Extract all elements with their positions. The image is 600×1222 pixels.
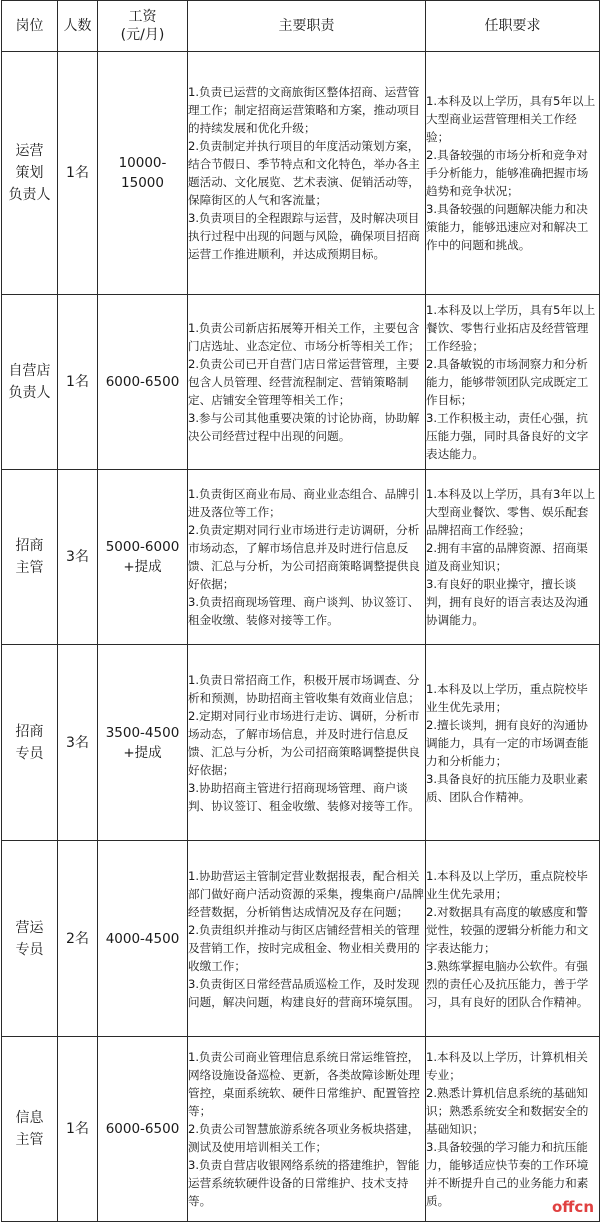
- requirement-item: 1.本科及以上学历，重点院校毕业生优先录用；: [426, 868, 588, 901]
- salary-line: 3500-4500: [105, 724, 180, 741]
- position-cell: [2, 52, 58, 295]
- requirement-item: 3.具备较强的学习能力和抗压能力，能够适应快节奏的工作环境并不断提升自己的业务能力和素质。: [426, 1140, 589, 1208]
- duties-cell: [188, 1037, 426, 1222]
- requirement-item: 1.本科及以上学历，重点院校毕业生优先录用；: [426, 681, 588, 714]
- requirement-item: 3.具备较强的问题解决能力和决策能力，能够迅速应对和解决工作中的问题和挑战。: [426, 202, 589, 252]
- duty-item: 2.定期对同行业市场进行走访、调研，分析市场动态，了解市场信息，并及时进行信息反馈、汇总与分析，为公司招商策略调整提供良好依据；: [188, 708, 420, 777]
- salary-line: 4000-4500: [105, 930, 180, 947]
- duty-item: 2.负责公司已开自营门店日常运营管理，主要包含人员管理、经营流程制定、营销策略制定、店铺安全管理等相关工作；: [188, 357, 420, 407]
- count-cell: 1名: [58, 52, 98, 295]
- requirements-cell: [426, 52, 600, 295]
- header-position: 岗位: [2, 1, 58, 52]
- position-cell: [2, 295, 58, 470]
- requirement-item: 1.本科及以上学历，计算机相关专业；: [426, 1050, 588, 1082]
- duty-item: 1.负责已运营的文商旅街区整体招商、运营管理工作；制定招商运营策略和方案，推动项目的持续发展和优化升级；: [188, 85, 420, 135]
- duty-item: 3.协助招商主管进行招商现场管理、商户谈判、协议签订、租金收缴、装修对接等工作。: [188, 780, 420, 813]
- salary-line: 10000-15000: [118, 155, 167, 191]
- duties-cell: [188, 645, 426, 841]
- requirement-item: 2.擅长谈判，拥有良好的沟通协调能力，具有一定的市场调查能力和分析能力；: [426, 717, 589, 768]
- table-row: [2, 645, 600, 841]
- requirement-item: 2.具备敏锐的市场洞察力和分析能力，能够带领团队完成既定工作目标；: [426, 357, 589, 407]
- salary-line: 6000-6500: [105, 1121, 180, 1137]
- position-line: 运营: [15, 143, 44, 159]
- salary-cell: [98, 52, 188, 295]
- duties-cell: [188, 841, 426, 1037]
- duty-item: 3.参与公司其他重要决策的讨论协商，协助解决公司经营过程中出现的问题。: [188, 411, 420, 443]
- salary-cell: [98, 295, 188, 470]
- count-cell: 3名: [58, 645, 98, 841]
- duty-item: 1.协助营运主管制定营业数据报表，配合相关部门做好商户活动资源的采集，搜集商户/品牌经营数据，分析销售达成情况及存在问题；: [188, 868, 424, 919]
- requirement-item: 3.工作积极主动，责任心强，抗压能力强，同时具备良好的文字表达能力。: [426, 411, 589, 461]
- count-cell: 2名: [58, 841, 98, 1037]
- position-cell: [2, 470, 58, 645]
- header-requirements: 任职要求: [426, 1, 600, 52]
- offcn-watermark: offcn: [551, 1198, 594, 1216]
- header-duties: 主要职责: [188, 1, 426, 52]
- count-cell: 1名: [58, 1037, 98, 1222]
- position-cell: [2, 645, 58, 841]
- requirement-item: 1.本科及以上学历，具有3年以上大型商业餐饮、零售、娱乐配套品牌招商工作经验；: [426, 487, 596, 537]
- table-row: [2, 470, 600, 645]
- table-row: [2, 295, 600, 470]
- salary-cell: [98, 1037, 188, 1222]
- requirement-item: 2.熟悉计算机信息系统的基础知识；熟悉系统安全和数据安全的基础知识；: [426, 1086, 589, 1136]
- duty-item: 3.负责自营店收银网络系统的搭建维护，智能运营系统软硬件设备的日常维护、技术支持等。: [188, 1158, 420, 1208]
- count-cell: 1名: [58, 295, 98, 470]
- duties-cell: [188, 52, 426, 295]
- requirement-item: 1.本科及以上学历，具有5年以上餐饮、零售行业拓店及经营管理工作经验；: [426, 303, 596, 353]
- position-line: 策划: [15, 165, 44, 181]
- table-row: [2, 841, 600, 1037]
- duty-item: 1.负责公司商业管理信息系统日常运维管控，网络设施设备巡检、更新，各类故障诊断处理管控，桌面系统软、硬件日常维护、配置管控等；: [188, 1050, 420, 1118]
- position-line: 自营店: [8, 363, 51, 379]
- requirements-cell: [426, 645, 600, 841]
- duty-item: 1.负责公司新店拓展筹开相关工作，主要包含门店选址、业态定位、市场分析等相关工作；: [188, 321, 420, 353]
- header-row: [2, 1, 600, 52]
- duty-item: 3.负责项目的全程跟踪与运营，及时解决项目执行过程中出现的问题与风险，确保项目招商运营工作推进顺利，并达成预期目标。: [188, 211, 420, 261]
- header-salary-line1: 工资: [128, 9, 157, 25]
- duties-cell: [188, 470, 426, 645]
- position-line: 信息: [15, 1110, 44, 1126]
- position-line: 招商: [15, 538, 44, 554]
- salary-line: +提成: [123, 744, 162, 761]
- requirement-item: 3.有良好的职业操守，擅长谈判，拥有良好的语言表达及沟通协调能力。: [426, 577, 589, 627]
- requirements-cell: [426, 470, 600, 645]
- position-line: 主管: [15, 1132, 44, 1148]
- position-line: 负责人: [8, 187, 51, 203]
- requirement-item: 3.熟练掌握电脑办公软件。有强烈的责任心及抗压能力，善于学习，具有良好的团队合作精神。: [426, 958, 589, 1009]
- requirements-cell: [426, 1037, 600, 1222]
- requirement-item: 2.具备较强的市场分析和竞争对手分析能力，能够准确把握市场趋势和竞争状况；: [426, 148, 589, 198]
- duties-cell: [188, 295, 426, 470]
- position-line: 负责人: [8, 385, 51, 401]
- requirements-cell: [426, 841, 600, 1037]
- salary-line: +提成: [123, 559, 162, 575]
- duty-item: 3.负责招商现场管理、商户谈判、协议签订、租金收缴、装修对接等工作。: [188, 595, 420, 627]
- duty-item: 2.负责定期对同行业市场进行走访调研，分析市场动态，了解市场信息并及时进行信息反馈、汇总与分析，为公司招商策略调整提供良好依据；: [188, 523, 420, 591]
- requirement-item: 2.对数据具有高度的敏感度和警觉性，较强的逻辑分析能力和文字表达能力；: [426, 904, 589, 955]
- requirement-item: 2.拥有丰富的品牌资源、招商渠道及商业知识；: [426, 541, 588, 573]
- position-line: 招商: [15, 723, 44, 740]
- header-salary-line2: (元/月): [120, 27, 165, 43]
- duty-item: 2.负责组织并推动与街区店铺经营相关的管理及营销工作，按时完成租金、物业相关费用的收缴工作；: [188, 922, 420, 973]
- salary-line: 5000-6000: [105, 539, 180, 555]
- duty-item: 2.负责制定并执行项目的年度活动策划方案，结合节假日、季节特点和文化特色，举办各主题活动、文化展览、艺术表演、促销活动等，保障街区的人气和客流量；: [188, 139, 420, 207]
- salary-cell: [98, 645, 188, 841]
- job-table-body: [2, 52, 600, 1222]
- position-line: 专员: [15, 745, 44, 762]
- requirement-item: 1.本科及以上学历，具有5年以上大型商业运营管理相关工作经验；: [426, 94, 596, 144]
- salary-line: 6000-6500: [105, 374, 180, 390]
- count-cell: 3名: [58, 470, 98, 645]
- duty-item: 3.负责街区日常经营品质巡检工作，及时发现问题，解决问题，构建良好的营商环境氛围。: [188, 976, 420, 1009]
- requirements-cell: [426, 295, 600, 470]
- header-salary: [98, 1, 188, 52]
- job-table: [1, 0, 600, 1222]
- duty-item: 1.负责街区商业布局、商业业态组合、品牌引进及落位等工作；: [188, 487, 420, 519]
- position-cell: [2, 841, 58, 1037]
- position-cell: [2, 1037, 58, 1222]
- position-line: 专员: [15, 941, 44, 958]
- position-line: 营运: [15, 919, 44, 936]
- duty-item: 2.负责公司智慧旅游系统各项业务板块搭建，测试及使用培训相关工作；: [188, 1122, 420, 1154]
- salary-cell: [98, 841, 188, 1037]
- table-row: [2, 52, 600, 295]
- header-count: 人数: [58, 1, 98, 52]
- table-row: [2, 1037, 600, 1222]
- requirement-item: 3.具备良好的抗压能力及职业素质、团队合作精神。: [426, 771, 588, 804]
- salary-cell: [98, 470, 188, 645]
- position-line: 主管: [15, 560, 44, 576]
- duty-item: 1.负责日常招商工作，积极开展市场调查、分析和预测，协助招商主管收集有效商业信息；: [188, 672, 420, 705]
